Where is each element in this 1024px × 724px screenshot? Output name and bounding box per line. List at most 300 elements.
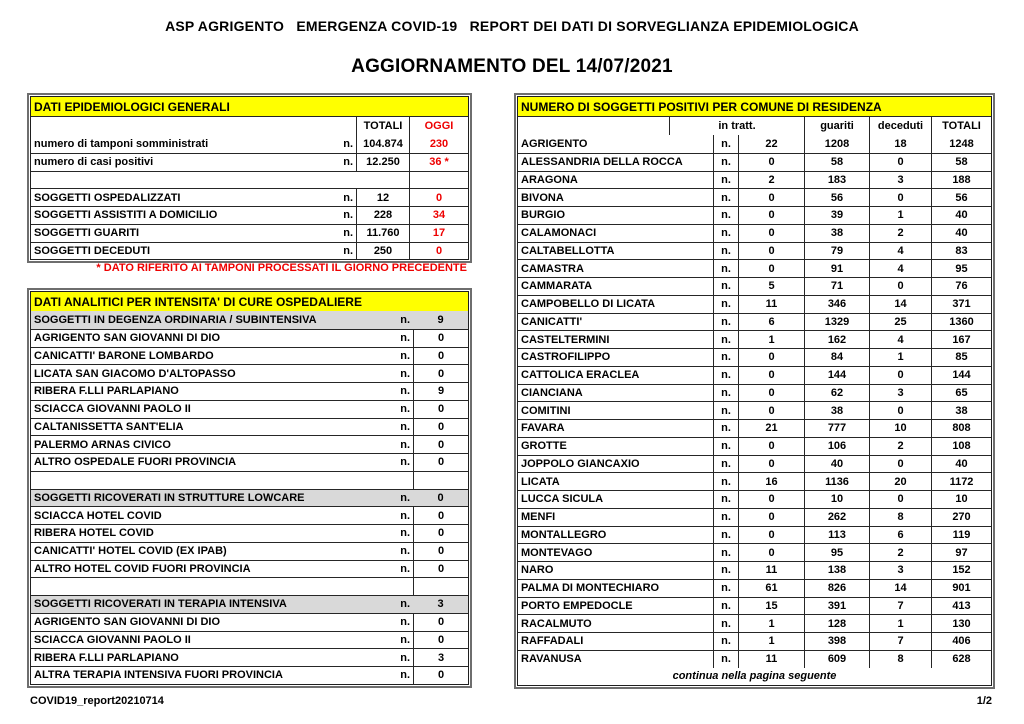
n-marker: n. xyxy=(713,243,738,260)
comune-name: PALMA DI MONTECHIARO xyxy=(521,582,660,595)
row-label-cell xyxy=(31,207,356,224)
tamponi-footnote: * DATO RIFERITO AI TAMPONI PROCESSATI IL GIORNO PRECEDENTE xyxy=(96,262,467,274)
in-tratt-value: 2 xyxy=(738,172,804,189)
n-marker: n. xyxy=(713,314,738,331)
in-tratt-value: 0 xyxy=(738,385,804,402)
n-marker: n. xyxy=(343,156,353,169)
row-label-cell xyxy=(31,330,413,347)
header-totali: TOTALI xyxy=(931,117,991,135)
n-marker: n. xyxy=(713,544,738,561)
row-label-cell xyxy=(31,596,413,613)
oggi-value xyxy=(409,172,468,189)
hospital-table-row xyxy=(31,364,468,382)
guariti-value: 128 xyxy=(804,615,869,632)
n-marker: n. xyxy=(400,367,410,380)
n-marker: n. xyxy=(713,225,738,242)
guariti-value: 91 xyxy=(804,260,869,277)
guariti-value: 84 xyxy=(804,349,869,366)
hospital-table-row xyxy=(31,666,468,684)
comune-name: CAMASTRA xyxy=(521,262,584,275)
row-label-cell xyxy=(31,436,413,453)
deceduti-value: 0 xyxy=(869,491,931,508)
comune-row xyxy=(518,171,991,189)
n-marker: n. xyxy=(400,456,410,469)
comune-name: RACALMUTO xyxy=(521,617,592,630)
row-label: RIBERA F.LLI PARLAPIANO xyxy=(34,385,179,398)
n-marker: n. xyxy=(400,598,410,611)
row-label: SCIACCA HOTEL COVID xyxy=(34,509,162,522)
totali-value: 40 xyxy=(931,207,991,224)
totali-value: 38 xyxy=(931,402,991,419)
general-epidemiological-table xyxy=(30,96,469,260)
n-marker: n. xyxy=(713,296,738,313)
comuni-table-header-row xyxy=(518,116,991,135)
row-label-cell xyxy=(31,614,413,631)
general-table-row xyxy=(31,188,468,206)
count-value xyxy=(413,578,468,595)
comune-name: FAVARA xyxy=(521,422,565,435)
guariti-value: 95 xyxy=(804,544,869,561)
totali-value: 901 xyxy=(931,580,991,597)
totali-value: 1360 xyxy=(931,314,991,331)
comune-row xyxy=(518,437,991,455)
guariti-value: 39 xyxy=(804,207,869,224)
deceduti-value: 14 xyxy=(869,580,931,597)
deceduti-value: 7 xyxy=(869,633,931,650)
comune-name: CASTROFILIPPO xyxy=(521,351,611,364)
in-tratt-value: 0 xyxy=(738,243,804,260)
row-label: PALERMO ARNAS CIVICO xyxy=(34,438,171,451)
in-tratt-value: 0 xyxy=(738,456,804,473)
row-label-cell xyxy=(31,578,413,595)
row-label-cell xyxy=(31,243,356,260)
in-tratt-value: 22 xyxy=(738,135,804,153)
row-label: RIBERA HOTEL COVID xyxy=(34,527,154,540)
deceduti-value: 0 xyxy=(869,456,931,473)
comune-row xyxy=(518,206,991,224)
count-value: 0 xyxy=(413,348,468,365)
count-value: 9 xyxy=(437,313,444,326)
comune-name: CIANCIANA xyxy=(521,386,583,399)
hospital-table-row xyxy=(31,560,468,578)
deceduti-value: 7 xyxy=(869,598,931,615)
n-marker: n. xyxy=(400,313,410,326)
comune-row xyxy=(518,188,991,206)
comune-name: RAFFADALI xyxy=(521,635,584,648)
deceduti-value: 1 xyxy=(869,207,931,224)
page-number: 1/2 xyxy=(976,695,992,707)
deceduti-value: 0 xyxy=(869,278,931,295)
header-oggi: OGGI xyxy=(409,117,468,135)
general-table-row xyxy=(31,206,468,224)
totali-value: 167 xyxy=(931,331,991,348)
guariti-value: 38 xyxy=(804,402,869,419)
count-value: 0 xyxy=(413,507,468,524)
totali-value: 1172 xyxy=(931,473,991,490)
comune-row xyxy=(518,632,991,650)
guariti-value: 79 xyxy=(804,243,869,260)
deceduti-value: 14 xyxy=(869,296,931,313)
in-tratt-value: 0 xyxy=(738,367,804,384)
row-label: SOGGETTI GUARITI xyxy=(34,227,140,240)
guariti-value: 56 xyxy=(804,189,869,206)
totali-value: 12 xyxy=(356,189,409,206)
general-table-title-text: DATI EPIDEMIOLOGICI GENERALI xyxy=(34,99,230,114)
update-date-title: AGGIORNAMENTO DEL 14/07/2021 xyxy=(351,56,673,77)
row-label-cell xyxy=(31,225,356,242)
row-label: SOGGETTI ASSISTITI A DOMICILIO xyxy=(34,209,218,222)
comune-row xyxy=(518,614,991,632)
deceduti-value: 0 xyxy=(869,154,931,171)
guariti-value: 40 xyxy=(804,456,869,473)
hospital-table-row xyxy=(31,542,468,560)
n-marker: n. xyxy=(400,491,410,504)
comune-row xyxy=(518,313,991,331)
totali-value: 40 xyxy=(931,456,991,473)
n-marker: n. xyxy=(713,527,738,544)
row-label: AGRIGENTO SAN GIOVANNI DI DIO xyxy=(34,616,220,629)
row-label-cell xyxy=(31,667,413,684)
totali-value: 11.760 xyxy=(356,225,409,242)
deceduti-value: 3 xyxy=(869,562,931,579)
count-value: 0 xyxy=(413,330,468,347)
n-marker: n. xyxy=(713,331,738,348)
in-tratt-value: 16 xyxy=(738,473,804,490)
totali-value: 65 xyxy=(931,385,991,402)
totali-value: 104.874 xyxy=(356,135,409,153)
in-tratt-value: 0 xyxy=(738,225,804,242)
n-marker: n. xyxy=(400,651,410,664)
n-marker: n. xyxy=(713,349,738,366)
guariti-value: 58 xyxy=(804,154,869,171)
comune-row xyxy=(518,224,991,242)
n-marker: n. xyxy=(400,669,410,682)
n-marker: n. xyxy=(713,260,738,277)
totali-value: 108 xyxy=(931,438,991,455)
comune-name: BIVONA xyxy=(521,191,564,204)
in-tratt-value: 0 xyxy=(738,154,804,171)
general-table-row xyxy=(31,135,468,153)
comuni-table-title xyxy=(518,97,991,116)
n-marker: n. xyxy=(713,562,738,579)
in-tratt-value: 21 xyxy=(738,420,804,437)
count-value: 3 xyxy=(437,598,444,611)
oggi-value: 17 xyxy=(409,225,468,242)
comune-name: CAMMARATA xyxy=(521,280,593,293)
general-table-row xyxy=(31,242,468,260)
hospital-table-row xyxy=(31,577,468,595)
in-tratt-value: 0 xyxy=(738,509,804,526)
guariti-value: 609 xyxy=(804,651,869,668)
count-value: 0 xyxy=(413,454,468,471)
comune-name: LICATA xyxy=(521,475,560,488)
comuni-table-title-text: NUMERO DI SOGGETTI POSITIVI PER COMUNE DI RESIDENZA xyxy=(521,99,882,114)
hospital-intensity-table xyxy=(30,291,469,685)
n-marker: n. xyxy=(713,456,738,473)
n-marker: n. xyxy=(400,403,410,416)
totali-value: 76 xyxy=(931,278,991,295)
row-label: CANICATTI' BARONE LOMBARDO xyxy=(34,349,214,362)
row-label-cell xyxy=(31,649,413,666)
comune-name: ARAGONA xyxy=(521,173,578,186)
comune-row xyxy=(518,366,991,384)
comuni-table-continuation-note: continua nella pagina seguente xyxy=(672,670,837,683)
hospital-section-row xyxy=(31,311,468,329)
totali-value: 152 xyxy=(931,562,991,579)
in-tratt-value: 1 xyxy=(738,331,804,348)
count-value: 0 xyxy=(413,543,468,560)
general-table-title xyxy=(31,97,468,116)
general-table-body xyxy=(31,135,468,259)
row-label-cell xyxy=(31,507,413,524)
n-marker: n. xyxy=(713,580,738,597)
totali-value: 1248 xyxy=(931,135,991,153)
comune-row xyxy=(518,384,991,402)
comune-row xyxy=(518,650,991,668)
n-marker: n. xyxy=(713,385,738,402)
guariti-value: 106 xyxy=(804,438,869,455)
n-marker: n. xyxy=(713,651,738,668)
comune-name: CAMPOBELLO DI LICATA xyxy=(521,298,656,311)
hospital-table-body xyxy=(31,311,468,684)
n-marker: n. xyxy=(343,244,353,257)
in-tratt-value: 0 xyxy=(738,438,804,455)
comune-name: PORTO EMPEDOCLE xyxy=(521,599,633,612)
hospital-section-row xyxy=(31,595,468,613)
header-totali: TOTALI xyxy=(356,117,409,135)
totali-value: 12.250 xyxy=(356,154,409,171)
deceduti-value: 6 xyxy=(869,527,931,544)
row-label-cell xyxy=(31,348,413,365)
comune-row xyxy=(518,579,991,597)
totali-value: 85 xyxy=(931,349,991,366)
comune-row xyxy=(518,330,991,348)
comune-name: CALTABELLOTTA xyxy=(521,244,615,257)
totali-value: 808 xyxy=(931,420,991,437)
in-tratt-value: 6 xyxy=(738,314,804,331)
comune-row xyxy=(518,419,991,437)
in-tratt-value: 0 xyxy=(738,207,804,224)
totali-value: 10 xyxy=(931,491,991,508)
row-label-cell xyxy=(31,383,413,400)
row-label: SOGGETTI RICOVERATI IN TERAPIA INTENSIVA xyxy=(34,598,287,611)
n-marker: n. xyxy=(400,545,410,558)
n-marker: n. xyxy=(713,509,738,526)
hospital-table-row xyxy=(31,524,468,542)
row-label-cell xyxy=(31,189,356,206)
deceduti-value: 2 xyxy=(869,438,931,455)
in-tratt-value: 0 xyxy=(738,527,804,544)
general-table-row xyxy=(31,171,468,189)
n-marker: n. xyxy=(400,616,410,629)
totali-value: 40 xyxy=(931,225,991,242)
hospital-table-row xyxy=(31,400,468,418)
comune-row xyxy=(518,543,991,561)
row-label-cell xyxy=(31,311,413,329)
row-label: SOGGETTI RICOVERATI IN STRUTTURE LOWCARE xyxy=(34,491,305,504)
totali-value: 119 xyxy=(931,527,991,544)
n-marker: n. xyxy=(713,402,738,419)
row-label-cell xyxy=(31,561,413,578)
guariti-value: 144 xyxy=(804,367,869,384)
row-label: CALTANISSETTA SANT'ELIA xyxy=(34,420,184,433)
deceduti-value: 10 xyxy=(869,420,931,437)
in-tratt-value: 0 xyxy=(738,349,804,366)
totali-value xyxy=(356,172,409,189)
in-tratt-value: 0 xyxy=(738,260,804,277)
count-value: 0 xyxy=(413,561,468,578)
in-tratt-value: 0 xyxy=(738,544,804,561)
n-marker: n. xyxy=(713,278,738,295)
in-tratt-value: 11 xyxy=(738,296,804,313)
row-label-cell xyxy=(31,525,413,542)
row-label: numero di tamponi somministrati xyxy=(34,137,209,150)
deceduti-value: 0 xyxy=(869,189,931,206)
comune-name: ALESSANDRIA DELLA ROCCA xyxy=(521,156,683,169)
comune-name: LUCCA SICULA xyxy=(521,493,604,506)
comune-name: BURGIO xyxy=(521,209,565,222)
comune-row xyxy=(518,153,991,171)
deceduti-value: 25 xyxy=(869,314,931,331)
n-marker: n. xyxy=(713,367,738,384)
count-value: 0 xyxy=(413,525,468,542)
comune-row xyxy=(518,295,991,313)
guariti-value: 62 xyxy=(804,385,869,402)
hospital-section-row xyxy=(31,489,468,507)
comuni-table-body xyxy=(518,135,991,668)
totali-value: 95 xyxy=(931,260,991,277)
deceduti-value: 0 xyxy=(869,367,931,384)
in-tratt-value: 0 xyxy=(738,491,804,508)
header-blank-cell xyxy=(31,117,356,135)
n-marker: n. xyxy=(400,527,410,540)
count-value: 0 xyxy=(413,667,468,684)
n-marker: n. xyxy=(343,191,353,204)
hospital-table-row xyxy=(31,631,468,649)
row-label-cell xyxy=(31,154,356,171)
hospital-table-row xyxy=(31,471,468,489)
in-tratt-value: 15 xyxy=(738,598,804,615)
comune-row xyxy=(518,508,991,526)
n-marker: n. xyxy=(713,491,738,508)
general-table-row xyxy=(31,153,468,171)
deceduti-value: 1 xyxy=(869,615,931,632)
row-label-cell xyxy=(31,135,356,153)
row-label-cell xyxy=(31,419,413,436)
n-marker: n. xyxy=(343,209,353,222)
oggi-value: 0 xyxy=(409,189,468,206)
positives-by-comune-table xyxy=(517,96,992,686)
general-table-row xyxy=(31,224,468,242)
in-tratt-value: 61 xyxy=(738,580,804,597)
n-marker: n. xyxy=(713,154,738,171)
comune-name: NARO xyxy=(521,564,554,577)
header-in-tratt: in tratt. xyxy=(669,117,804,135)
comune-row xyxy=(518,401,991,419)
row-label-cell xyxy=(31,632,413,649)
guariti-value: 183 xyxy=(804,172,869,189)
guariti-value: 138 xyxy=(804,562,869,579)
guariti-value: 1329 xyxy=(804,314,869,331)
hospital-table-row xyxy=(31,506,468,524)
totali-value: 628 xyxy=(931,651,991,668)
report-title: ASP AGRIGENTO EMERGENZA COVID-19 REPORT DEI DATI DI SORVEGLIANZA EPIDEMIOLOGICA xyxy=(165,18,859,34)
row-label-cell xyxy=(31,365,413,382)
in-tratt-value: 1 xyxy=(738,615,804,632)
header-deceduti: deceduti xyxy=(869,117,931,135)
comune-row xyxy=(518,348,991,366)
totali-value: 83 xyxy=(931,243,991,260)
deceduti-value: 3 xyxy=(869,385,931,402)
row-label: numero di casi positivi xyxy=(34,156,154,169)
n-marker: n. xyxy=(400,509,410,522)
oggi-value: 0 xyxy=(409,243,468,260)
n-marker: n. xyxy=(400,420,410,433)
deceduti-value: 4 xyxy=(869,260,931,277)
totali-value: 270 xyxy=(931,509,991,526)
comune-row xyxy=(518,561,991,579)
row-label: LICATA SAN GIACOMO D'ALTOPASSO xyxy=(34,367,236,380)
n-marker: n. xyxy=(400,562,410,575)
deceduti-value: 3 xyxy=(869,172,931,189)
hospital-table-title xyxy=(31,292,468,311)
totali-value: 130 xyxy=(931,615,991,632)
hospital-table-row xyxy=(31,648,468,666)
row-label: SCIACCA GIOVANNI PAOLO II xyxy=(34,633,191,646)
row-label: SOGGETTI IN DEGENZA ORDINARIA / SUBINTENSIVA xyxy=(34,313,317,326)
totali-value: 56 xyxy=(931,189,991,206)
n-marker: n. xyxy=(713,438,738,455)
deceduti-value: 4 xyxy=(869,243,931,260)
totali-value: 413 xyxy=(931,598,991,615)
row-label-cell xyxy=(31,490,413,507)
row-label: ALTRO OSPEDALE FUORI PROVINCIA xyxy=(34,456,237,469)
deceduti-value: 8 xyxy=(869,509,931,526)
row-label: ALTRO HOTEL COVID FUORI PROVINCIA xyxy=(34,562,251,575)
hospital-table-row xyxy=(31,347,468,365)
document-filename: COVID19_report20210714 xyxy=(30,695,164,707)
count-value xyxy=(413,472,468,489)
comune-row xyxy=(518,490,991,508)
totali-value: 144 xyxy=(931,367,991,384)
header-guariti: guariti xyxy=(804,117,869,135)
deceduti-value: 4 xyxy=(869,331,931,348)
guariti-value: 346 xyxy=(804,296,869,313)
oggi-value: 34 xyxy=(409,207,468,224)
header-blank-cell xyxy=(518,117,669,135)
hospital-table-title-text: DATI ANALITICI PER INTENSITA' DI CURE OSPEDALIERE xyxy=(34,294,362,309)
comune-row xyxy=(518,526,991,544)
comune-name: CATTOLICA ERACLEA xyxy=(521,369,640,382)
row-label-cell xyxy=(31,172,356,189)
row-label: SCIACCA GIOVANNI PAOLO II xyxy=(34,403,191,416)
hospital-table-row xyxy=(31,613,468,631)
deceduti-value: 8 xyxy=(869,651,931,668)
deceduti-value: 0 xyxy=(869,402,931,419)
n-marker: n. xyxy=(713,598,738,615)
guariti-value: 777 xyxy=(804,420,869,437)
comune-name: MENFI xyxy=(521,511,556,524)
n-marker: n. xyxy=(400,349,410,362)
comune-name: GROTTE xyxy=(521,440,567,453)
in-tratt-value: 11 xyxy=(738,562,804,579)
row-label-cell xyxy=(31,401,413,418)
comune-row xyxy=(518,597,991,615)
n-marker: n. xyxy=(713,189,738,206)
deceduti-value: 20 xyxy=(869,473,931,490)
row-label: SOGGETTI OSPEDALIZZATI xyxy=(34,191,181,204)
hospital-table-row xyxy=(31,435,468,453)
